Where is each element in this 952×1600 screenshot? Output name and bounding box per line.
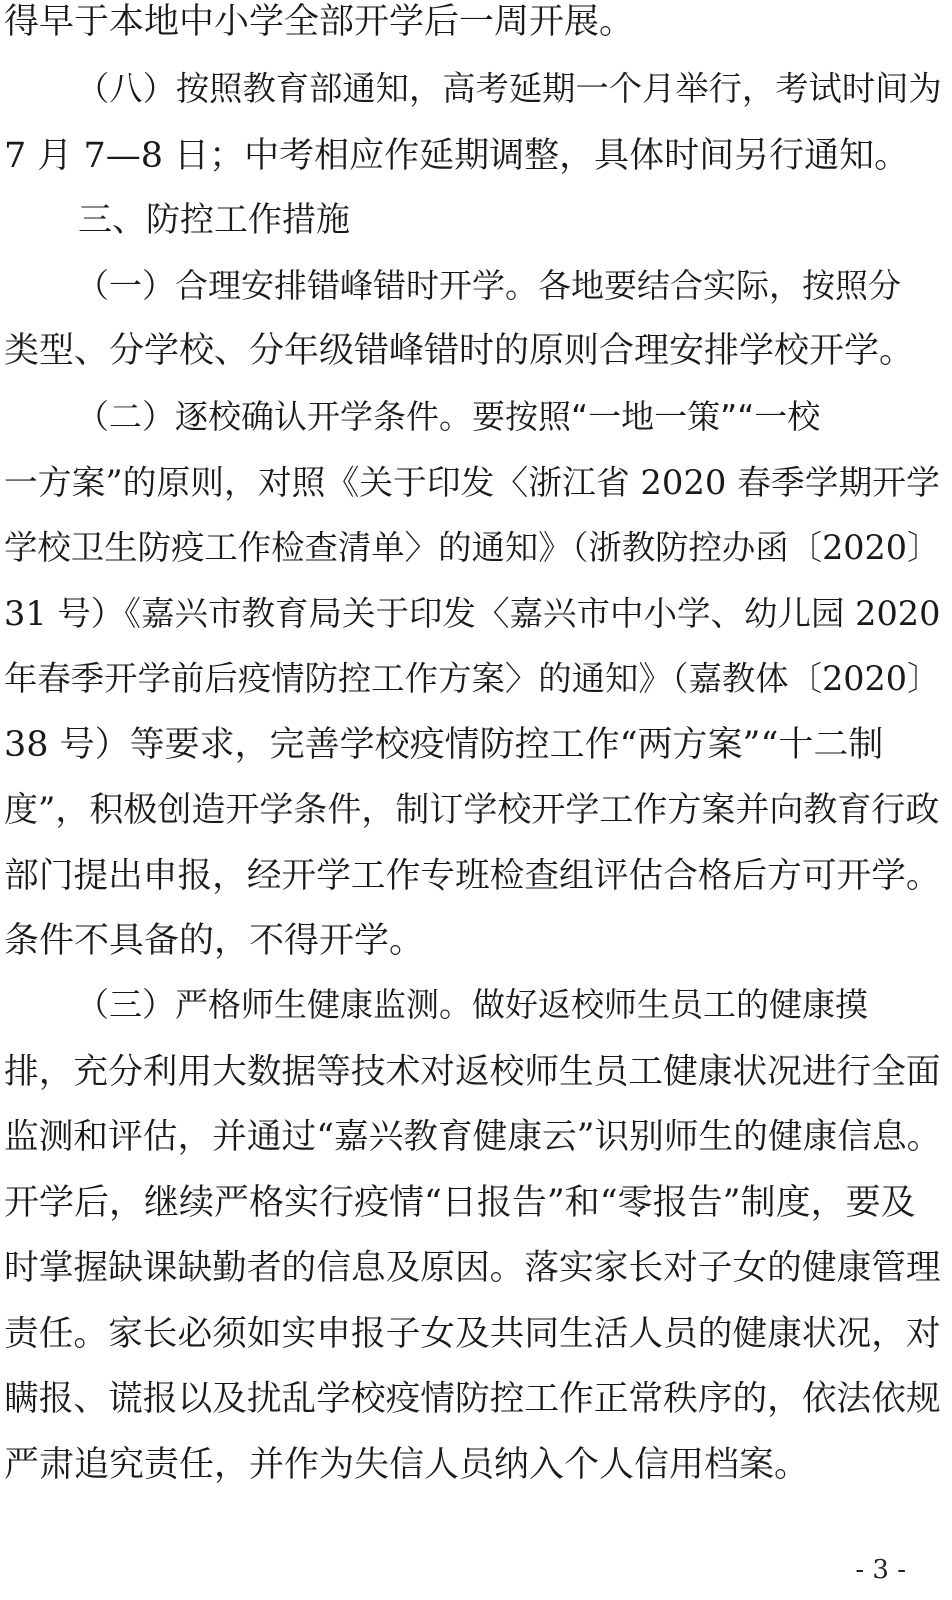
page-number: - 3 - xyxy=(855,1555,906,1585)
heading-text: 三、防控工作措施 xyxy=(78,200,350,240)
text-line xyxy=(0,520,952,576)
text-line xyxy=(0,913,952,969)
line-text: 监测和评估，并通过“嘉兴教育健康云”识别师生的健康信息。 xyxy=(4,1117,942,1157)
line-text: 年春季开学前后疫情防控工作方案〉的通知》（嘉教体〔2020〕 xyxy=(4,659,941,698)
text-line xyxy=(0,389,952,445)
text-line xyxy=(0,1306,952,1362)
line-text: 条件不具备的，不得开学。 xyxy=(4,921,425,961)
line-text: 开学后，继续严格实行疫情“日报告”和“零报告”制度，要及 xyxy=(4,1183,916,1223)
line-text: 责任。家长必须如实申报子女及共同生活人员的健康状况，对 xyxy=(4,1314,941,1354)
line-text: （三）严格师生健康监测。做好返校师生员工的健康摸 xyxy=(76,985,868,1024)
text-line xyxy=(0,651,952,707)
text-line xyxy=(0,1109,952,1165)
text-line xyxy=(0,258,952,314)
line-text: 学校卫生防疫工作检查清单〉的通知》（浙教防控办函〔2020〕 xyxy=(4,528,941,567)
text-line xyxy=(0,1175,952,1231)
line-text: 排，充分利用大数据等技术对返校师生员工健康状况进行全面 xyxy=(4,1052,941,1092)
line-text: 瞒报、谎报以及扰乱学校疫情防控工作正常秩序的，依法依规 xyxy=(4,1379,941,1419)
text-line xyxy=(0,977,952,1033)
text-line xyxy=(0,1044,952,1100)
text-line xyxy=(0,1371,952,1427)
line-text: （八）按照教育部通知，高考延期一个月举行，考试时间为 xyxy=(76,69,942,108)
line-text: 严肃追究责任，并作为失信人员纳入个人信用档案。 xyxy=(4,1445,810,1485)
section-heading xyxy=(0,192,952,248)
line-text: 得早于本地中小学全部开学后一周开展。 xyxy=(4,2,635,42)
text-line xyxy=(0,455,952,511)
line-text: 31 号）《嘉兴市教育局关于印发〈嘉兴市中小学、幼儿园 2020 xyxy=(4,594,941,633)
text-line xyxy=(0,323,952,379)
text-line xyxy=(0,782,952,838)
line-text: 38 号）等要求，完善学校疫情防控工作“两方案”“十二制 xyxy=(4,725,884,765)
text-line xyxy=(0,586,952,642)
text-line xyxy=(0,0,952,50)
text-line xyxy=(0,1437,952,1493)
text-line xyxy=(0,1240,952,1296)
text-line xyxy=(0,848,952,904)
line-text: （二）逐校确认开学条件。要按照“一地一策”“一校 xyxy=(76,397,821,436)
line-text: 7 月 7—8 日；中考相应作延期调整，具体时间另行通知。 xyxy=(4,136,910,176)
text-line xyxy=(0,128,952,184)
text-line xyxy=(0,61,952,117)
line-text: 类型、分学校、分年级错峰错时的原则合理安排学校开学。 xyxy=(4,331,915,371)
line-text: （一）合理安排错峰错时开学。各地要结合实际，按照分 xyxy=(76,266,901,305)
text-line xyxy=(0,717,952,773)
line-text: 部门提出申报，经开学工作专班检查组评估合格后方可开学。 xyxy=(4,856,941,896)
line-text: 一方案”的原则，对照《关于印发〈浙江省 2020 春季学期开学 xyxy=(4,463,940,502)
line-text: 时掌握缺课缺勤者的信息及原因。落实家长对子女的健康管理 xyxy=(4,1248,941,1288)
line-text: 度”，积极创造开学条件，制订学校开学工作方案并向教育行政 xyxy=(4,790,940,830)
